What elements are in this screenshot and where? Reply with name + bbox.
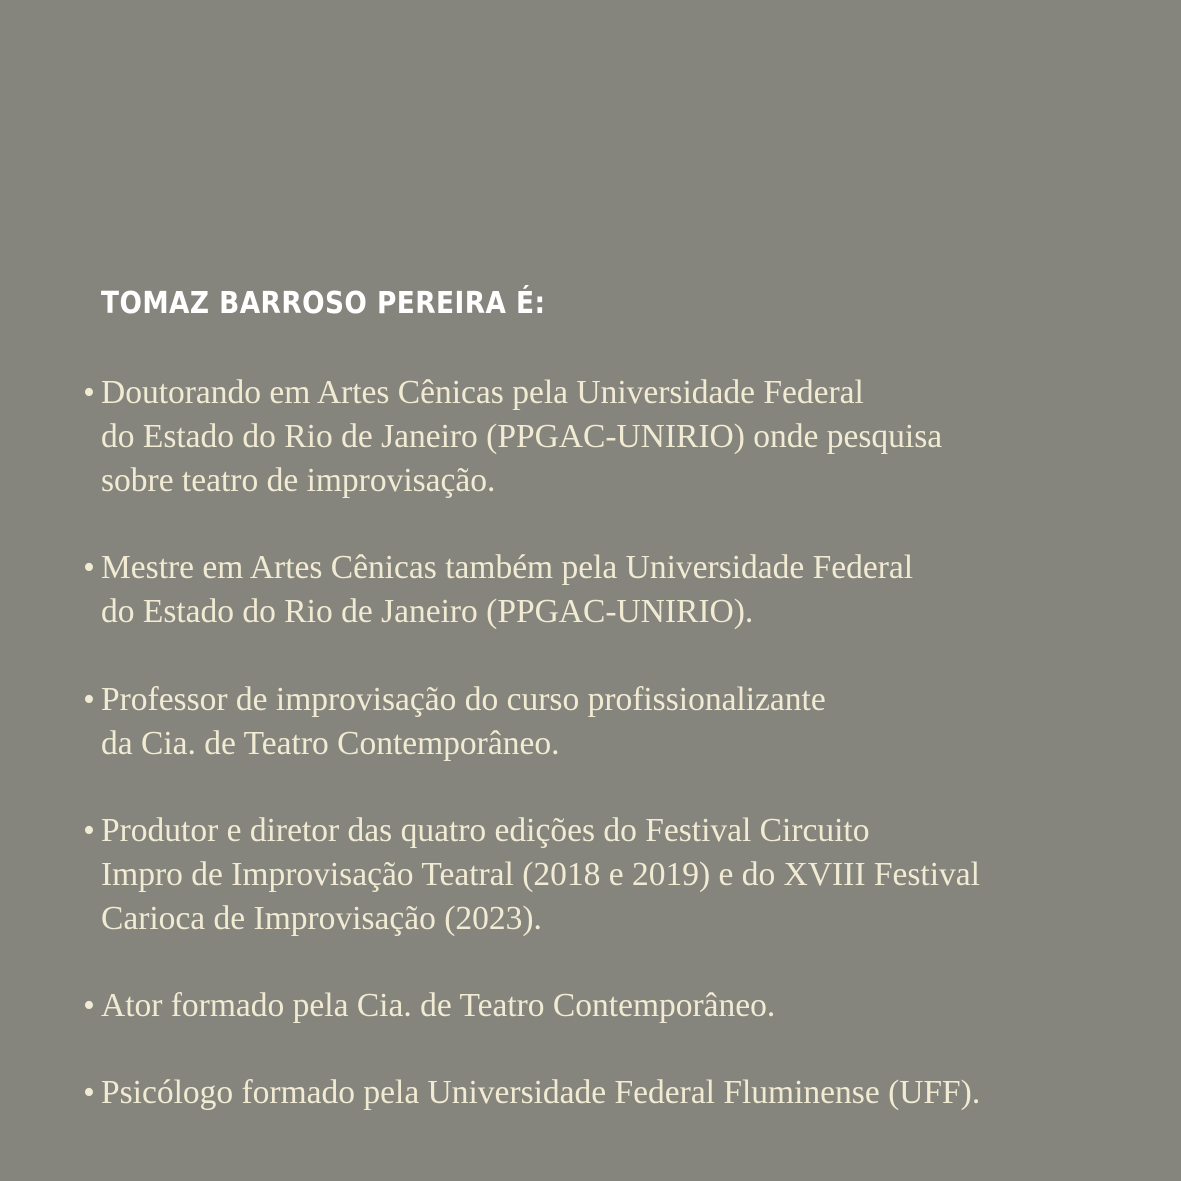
item-line: Impro de Improvisação Teatral (2018 e 2019) e do XVIII Festival bbox=[101, 856, 980, 893]
item-line: do Estado do Rio de Janeiro (PPGAC-UNIRIO). bbox=[101, 593, 754, 630]
item-line: Professor de improvisação do curso profissionalizante bbox=[101, 681, 826, 718]
item-line: sobre teatro de improvisação. bbox=[101, 462, 496, 499]
item-line: da Cia. de Teatro Contemporâneo. bbox=[101, 725, 560, 762]
item-line: Ator formado pela Cia. de Teatro Contemporâneo. bbox=[101, 987, 776, 1024]
bullet-icon: • bbox=[83, 812, 95, 849]
item-line: Carioca de Improvisação (2023). bbox=[101, 900, 542, 937]
item-line: Mestre em Artes Cênicas também pela Universidade Federal bbox=[101, 549, 914, 586]
item-line: do Estado do Rio de Janeiro (PPGAC-UNIRIO) onde pesquisa bbox=[101, 418, 943, 455]
bullet-icon: • bbox=[83, 549, 95, 586]
page-title: TOMAZ BARROSO PEREIRA É: bbox=[101, 286, 546, 321]
bullet-icon: • bbox=[83, 987, 95, 1024]
bullet-icon: • bbox=[83, 374, 95, 411]
bullet-icon: • bbox=[83, 681, 95, 718]
bullet-icon: • bbox=[83, 1074, 95, 1111]
item-line: Produtor e diretor das quatro edições do Festival Circuito bbox=[101, 812, 870, 849]
item-line: Doutorando em Artes Cênicas pela Universidade Federal bbox=[101, 374, 864, 411]
item-line: Psicólogo formado pela Universidade Federal Fluminense (UFF). bbox=[101, 1074, 981, 1111]
